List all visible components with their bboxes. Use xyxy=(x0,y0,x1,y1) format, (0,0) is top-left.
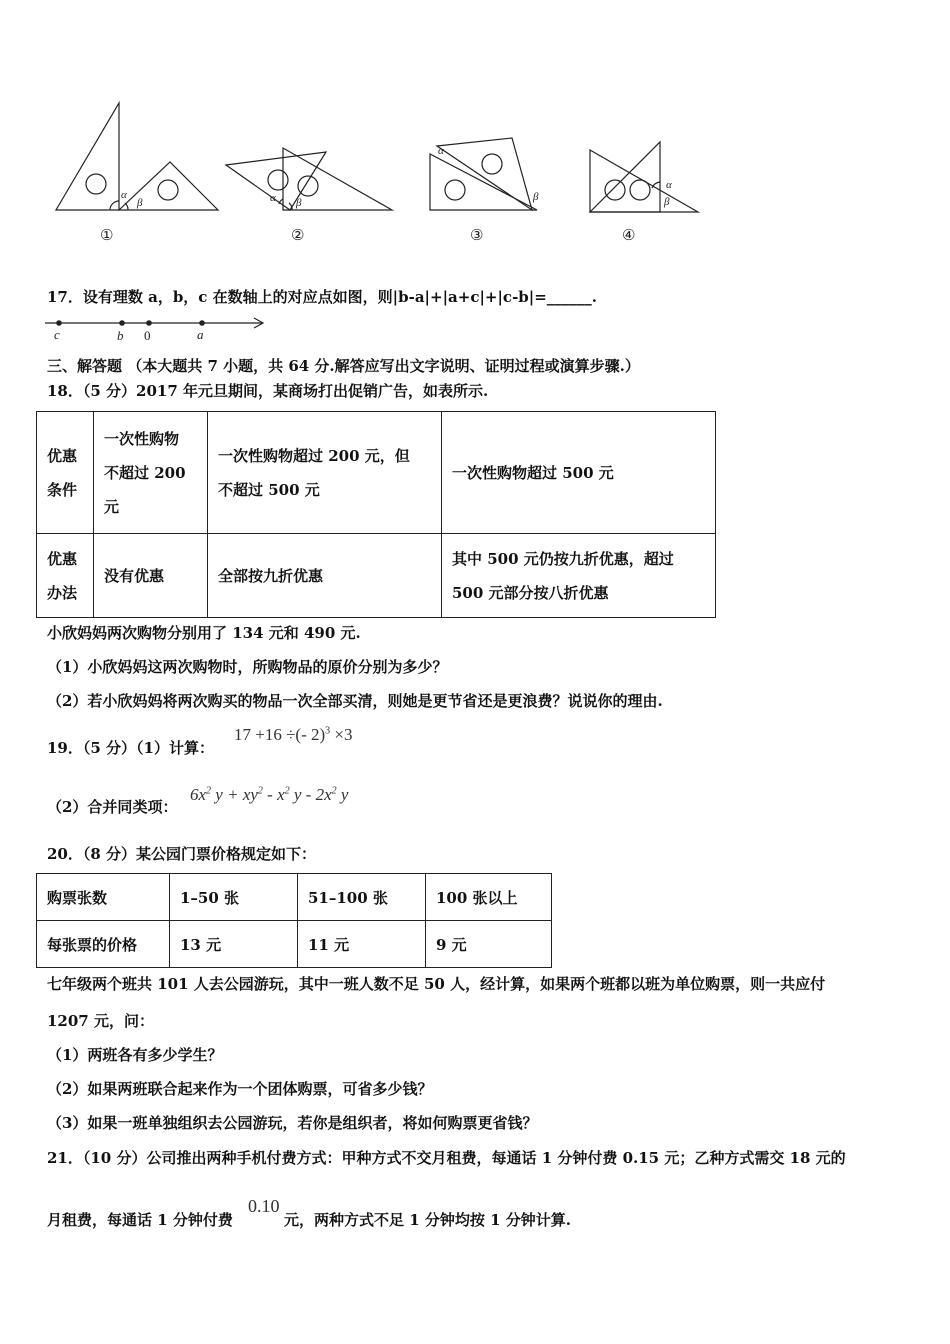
row2-header: 优惠 办法 xyxy=(37,534,94,618)
condition-over-500: 一次性购物超过 500 元 xyxy=(442,412,716,534)
q21-line2: 月租费，每通话 1 分钟付费 xyxy=(47,1211,233,1229)
q18-after-text: 小欣妈妈两次购物分别用了 134 元和 490 元. xyxy=(47,624,361,642)
point-zero xyxy=(146,320,152,326)
section-3-heading: 三、解答题 （本大题共 7 小题，共 64 分.解答应写出文字说明、证明过程或演算步骤.） xyxy=(47,357,640,375)
header-1-50: 1–50 张 xyxy=(170,874,298,921)
method-over-500: 其中 500 元仍按九折优惠，超过 500 元部分按八折优惠 xyxy=(442,534,716,618)
fig1-alpha-label: α xyxy=(121,189,127,201)
fig1-beta-label: β xyxy=(137,197,143,209)
triangle-figures xyxy=(0,90,950,255)
figure-label-3: ③ xyxy=(470,226,484,244)
figure-2 xyxy=(226,148,392,210)
q18-part2: （2）若小欣妈妈将两次购买的物品一次全部买清，则她是更节省还是更浪费？说说你的理由. xyxy=(47,692,663,710)
price-51-100: 11 元 xyxy=(298,921,426,968)
fig4-alpha-label: α xyxy=(666,179,672,191)
q19-part1-label: 19．（5 分）（1）计算： xyxy=(47,739,214,757)
q19-expression-2: $6x^2$ $y + xy^2 - x^2$ y - $2x^2$ y xyxy=(190,785,349,804)
promotion-table xyxy=(36,411,716,618)
header-ticket-count: 购票张数 xyxy=(37,874,170,921)
q20-intro: 20．（8 分）某公园门票价格规定如下： xyxy=(47,845,317,863)
fig3-beta-label: β xyxy=(533,191,539,203)
q18-intro: 18．（5 分）2017 年元旦期间，某商场打出促销广告，如表所示. xyxy=(47,382,489,400)
q20-part1: （1）两班各有多少学生？ xyxy=(47,1046,223,1064)
point-b xyxy=(119,320,125,326)
q20-body-line2: 1207 元，问： xyxy=(47,1012,154,1030)
q21-line1: 21．（10 分）公司推出两种手机付费方式：甲种方式不交月租费，每通话 1 分钟付费 0.15 元；乙种方式需交 18 元的 xyxy=(47,1149,846,1167)
fig2-beta-label: β xyxy=(296,197,302,209)
q19-part2 xyxy=(47,796,177,817)
q20-part3: （3）如果一班单独组织去公园游玩，若你是组织者，将如何购票更省钱？ xyxy=(47,1114,538,1132)
label-b: b xyxy=(117,328,124,342)
q17-text: 17．设有理数 a，b，c 在数轴上的对应点如图，则|b-a|+|a+c|+|c-b|=______. xyxy=(47,288,598,306)
figure-4 xyxy=(590,142,698,212)
row-label-price: 每张票的价格 xyxy=(37,921,170,968)
fig3-alpha-label: α xyxy=(438,145,444,157)
label-zero: 0 xyxy=(144,328,151,342)
figure-1 xyxy=(56,103,218,210)
method-no-discount: 没有优惠 xyxy=(94,534,208,618)
figure-label-1: ① xyxy=(100,226,114,244)
number-line xyxy=(40,312,280,342)
q21-line2-end: 元，两种方式不足 1 分钟均按 1 分钟计算. xyxy=(284,1211,571,1229)
method-90-percent: 全部按九折优惠 xyxy=(208,534,442,618)
q20-body-line1: 七年级两个班共 101 人去公园游玩，其中一班人数不足 50 人，经计算，如果两个班都以班为单位购票，则一共应付 xyxy=(47,975,826,993)
price-100-plus: 9 元 xyxy=(426,921,552,968)
fig4-beta-label: β xyxy=(664,196,670,208)
point-a xyxy=(199,320,205,326)
price-1-50: 13 元 xyxy=(170,921,298,968)
q19-part2-label: （2）合并同类项： xyxy=(47,798,178,816)
q21-rate-value: 0.10 xyxy=(248,1196,280,1216)
header-51-100: 51–100 张 xyxy=(298,874,426,921)
ticket-price-table xyxy=(36,873,552,968)
label-c: c xyxy=(54,327,60,342)
q19-part1 xyxy=(47,737,214,758)
label-a: a xyxy=(197,327,204,342)
condition-200-500: 一次性购物超过 200 元，但 不超过 500 元 xyxy=(208,412,442,534)
row1-header: 优惠 条件 xyxy=(37,412,94,534)
figure-3 xyxy=(430,138,537,210)
q18-part1: （1）小欣妈妈这两次购物时，所购物品的原价分别为多少？ xyxy=(47,658,448,676)
q20-part2: （2）如果两班联合起来作为一个团体购票，可省多少钱？ xyxy=(47,1080,433,1098)
figure-label-2: ② xyxy=(291,226,305,244)
condition-under-200: 一次性购物 不超过 200 元 xyxy=(94,412,208,534)
figure-label-4: ④ xyxy=(622,226,636,244)
point-c xyxy=(56,320,62,326)
q19-expression-1: 17 +16 ÷(- 2)$^3$ ×3 xyxy=(234,725,353,744)
header-100-plus: 100 张以上 xyxy=(426,874,552,921)
fig2-alpha-label: α xyxy=(270,192,276,204)
